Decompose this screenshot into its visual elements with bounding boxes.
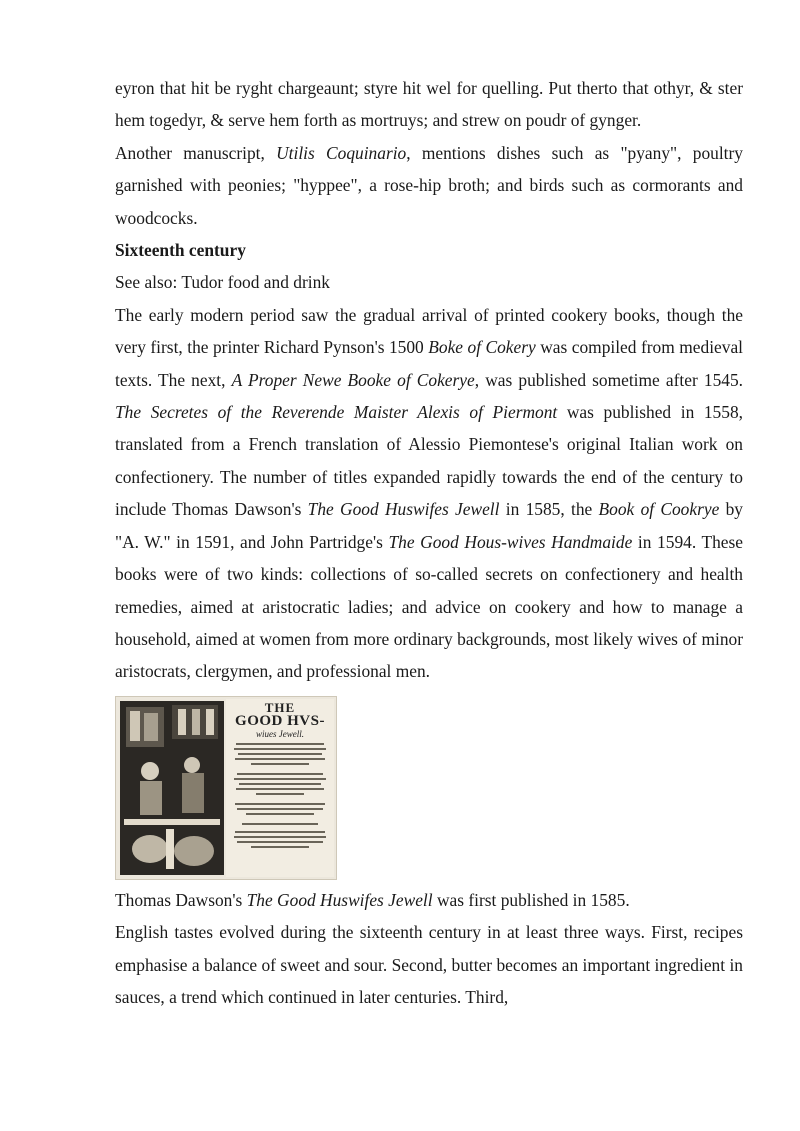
title-page-line: THE — [264, 699, 296, 715]
text: Thomas Dawson's — [115, 889, 247, 910]
book-title: Utilis Coquinario — [276, 142, 407, 163]
book-title: The Good Huswifes Jewell — [307, 499, 500, 520]
see-also-link[interactable]: See also: Tudor food and drink — [115, 272, 330, 293]
text: The early modern period saw the gradual arrival of printed cookery books, though the very first, the printer Richard Pynson's 1500 — [115, 304, 743, 358]
figure-caption — [115, 884, 743, 916]
text: , mentions dishes such as "pyany", poultry garnished with peonies; "hyppee", a rose-hip broth; and birds such as cormorants and woodcocks. — [115, 142, 743, 228]
book-title: Boke of Cokery — [428, 337, 536, 358]
text: was published in 1558, translated from a French translation of Alessio Piemontese's original Italian work on confectionery. The number of titles expanded rapidly towards the end of the century to include Thomas Dawson's — [115, 402, 743, 520]
text: Another manuscript, — [115, 142, 277, 163]
paragraph-english-tastes: English tastes evolved during the sixteenth century in at least three ways. First, recipes emphasise a balance of sweet and sour. Second, butter becomes an important ingredient in sauces, a trend which continued in later centuries. Third, — [115, 922, 743, 1007]
paragraph-utilis-coquinario — [115, 137, 743, 234]
section-heading: Sixteenth century — [115, 240, 246, 261]
title-page-line: GOOD HVS- — [235, 712, 325, 729]
title-page — [226, 699, 334, 877]
text: was first published in 1585. — [432, 889, 630, 910]
text: , was published sometime after 1545. — [474, 369, 743, 390]
text: in 1594. These books were of two kinds: collections of so-called secrets on confectionery and health remedies, aimed at aristocratic ladies; and advice on cookery and how to manage a household, aimed at women from more ordinary backgrounds, most likely wives of minor aristocrats, clergymen, and professional men. — [115, 531, 743, 682]
title-page-text-block — [232, 743, 328, 848]
document-page — [115, 72, 743, 1013]
title-page-line: wiues Jewell. — [256, 728, 304, 739]
book-title: The Good Huswifes Jewell — [246, 889, 433, 910]
text: in 1585, the — [499, 499, 599, 520]
book-title: The Secretes of the Reverende Maister Alexis of Piermont — [115, 402, 558, 423]
book-cover-image — [115, 696, 337, 880]
text: was compiled from medieval texts. The next, — [115, 337, 743, 390]
paragraph-printed-cookery-books — [115, 299, 743, 688]
woodcut-illustration — [120, 701, 224, 875]
book-title: Book of Cookrye — [598, 499, 720, 520]
text: by "A. W." in 1591, and John Partridge's — [115, 499, 743, 552]
book-title: The Good Hous-wives Handmaide — [388, 531, 633, 552]
paragraph-mortruys: eyron that hit be ryght chargeaunt; styre hit wel for quelling. Put therto that othyr, & ster hem togedyr, & serve hem forth as mortruys; and strew on poudr of gynger. — [115, 78, 743, 131]
book-title: A Proper Newe Booke of Cokerye — [231, 369, 475, 390]
